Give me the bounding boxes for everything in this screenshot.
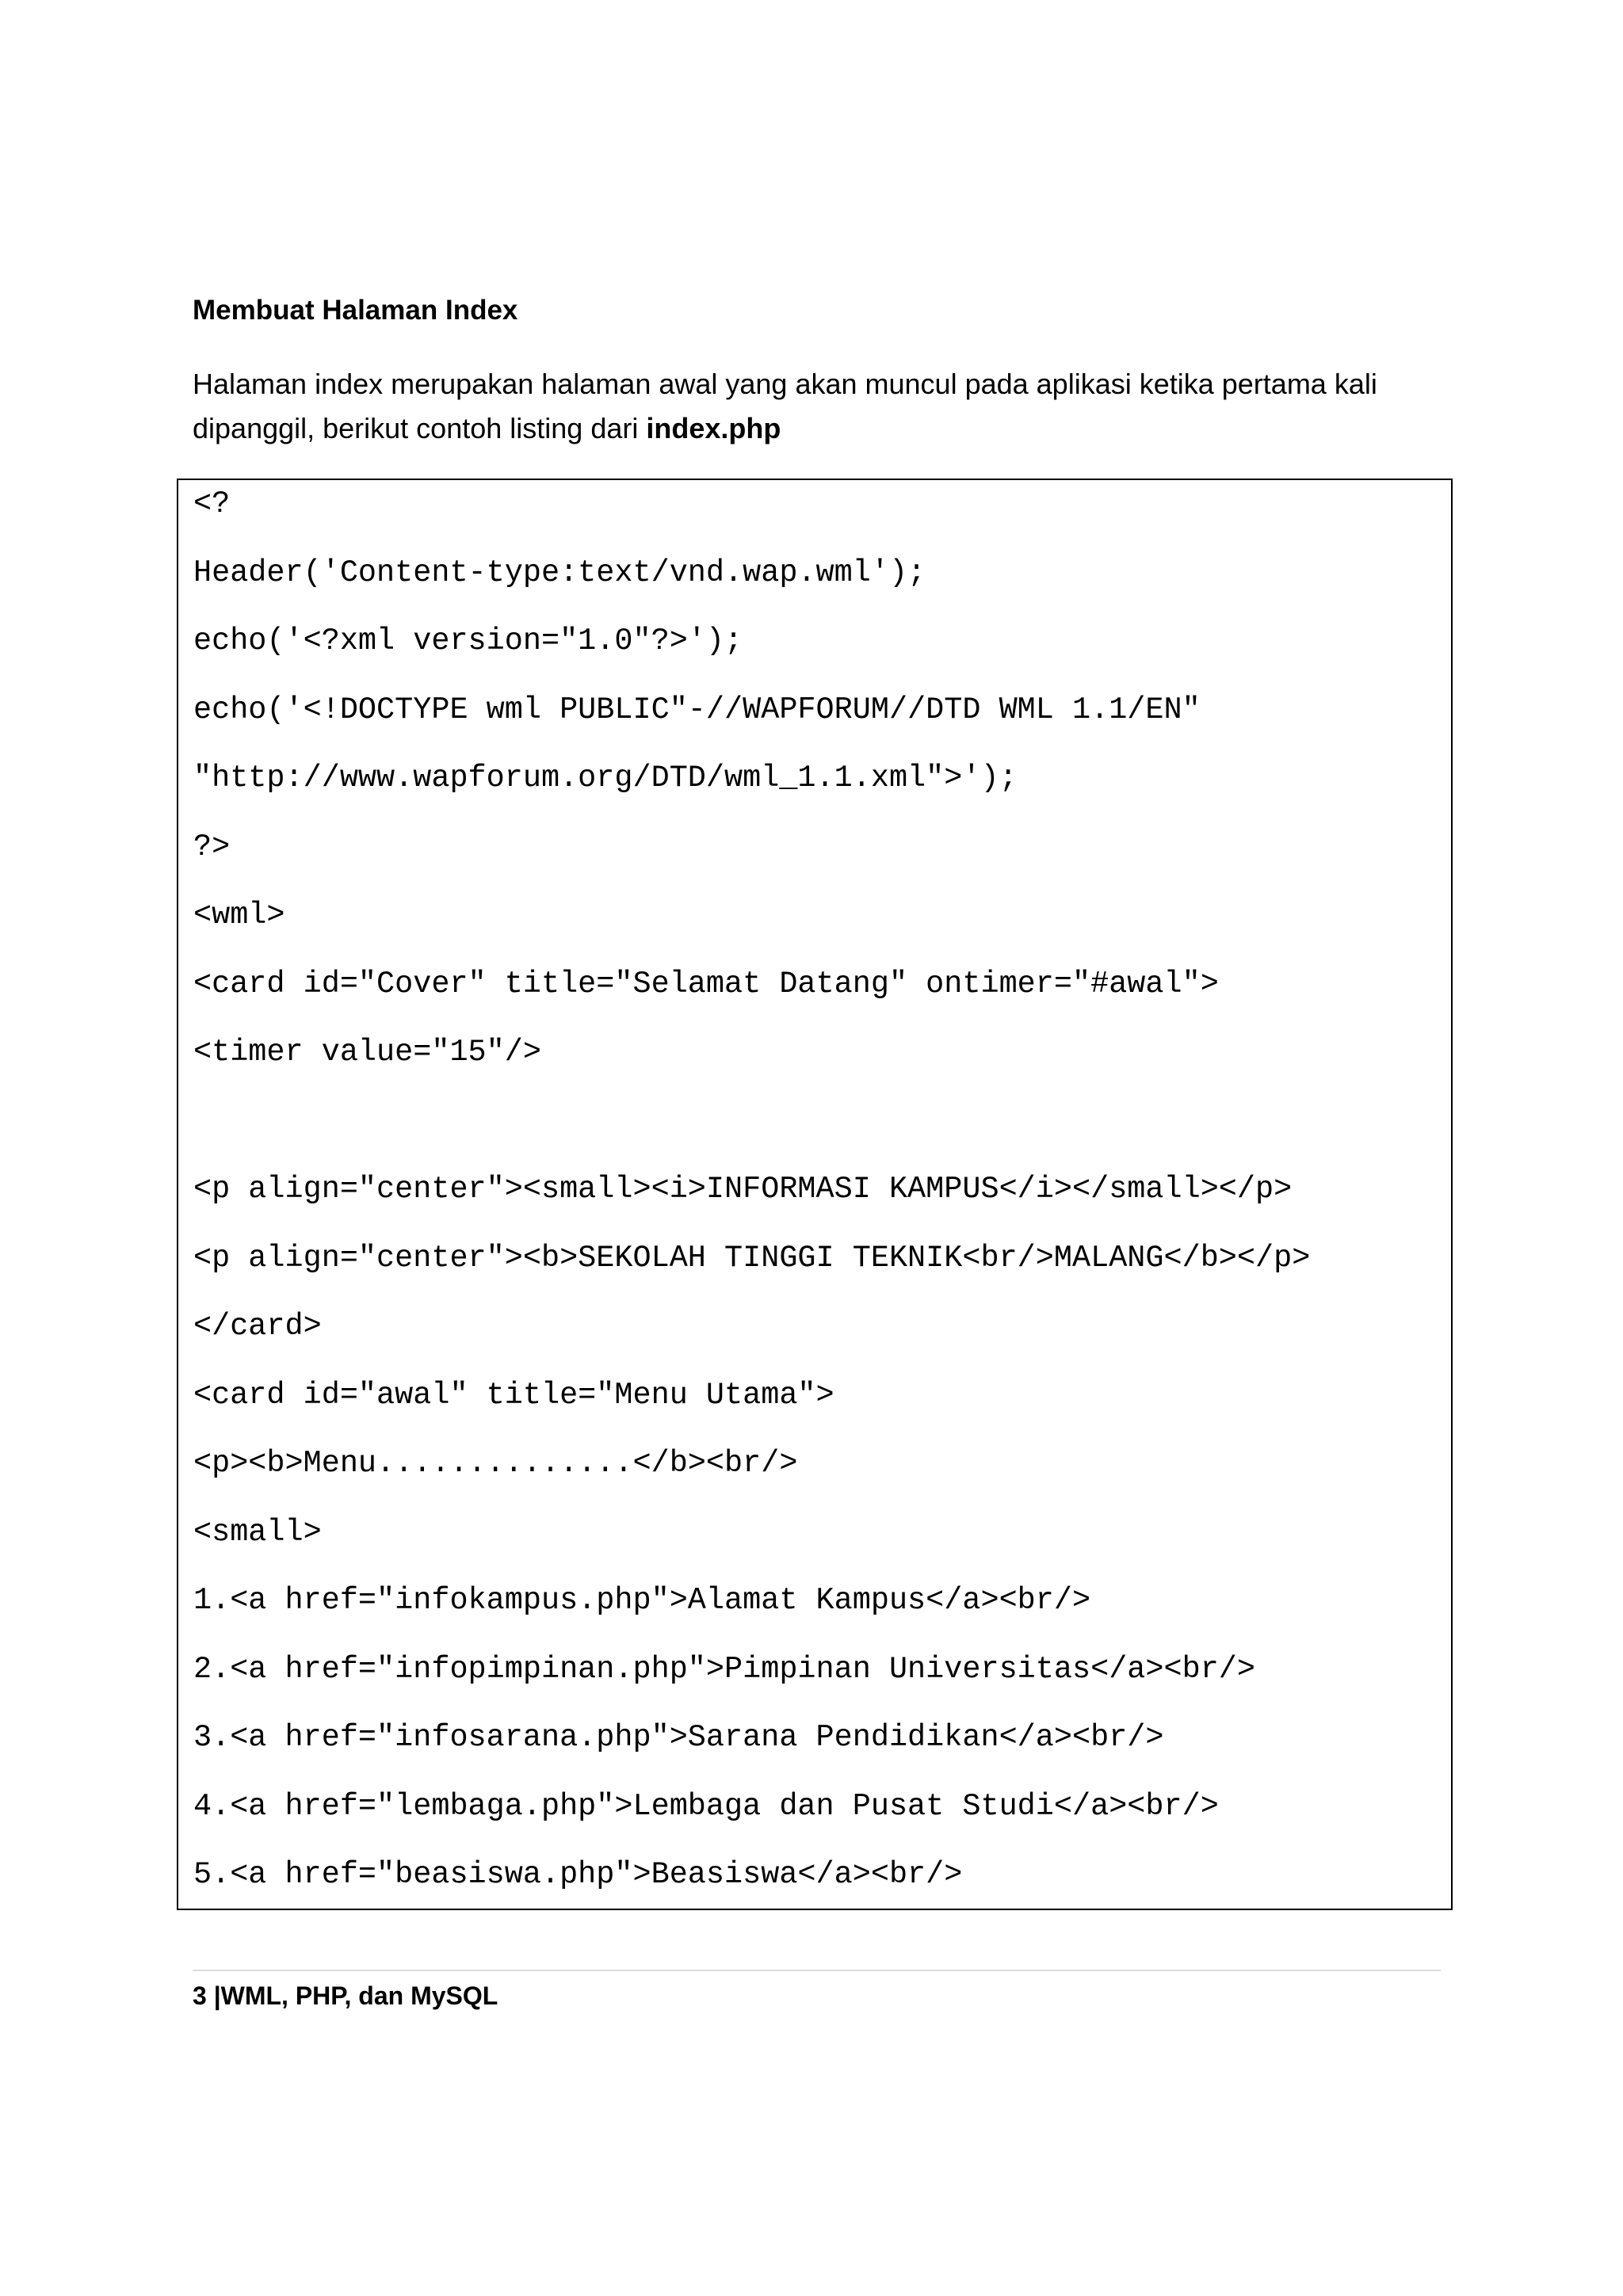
code-line: <p align="center"><small><i>INFORMASI KAMPUS</i></small></p>: [193, 1172, 1293, 1207]
code-line: "http://www.wapforum.org/DTD/wml_1.1.xml">');: [193, 761, 1018, 795]
code-line: <small>: [193, 1514, 322, 1550]
code-line: <p><b>Menu..............</b><br/>: [193, 1446, 798, 1481]
code-line: <wml>: [193, 898, 285, 933]
file-name: index.php: [646, 412, 781, 444]
intro-line-2-text: dipanggil, berikut contoh listing dari: [193, 412, 647, 444]
page-footer: [193, 1978, 498, 2013]
code-line: 1.<a href="infokampus.php">Alamat Kampus</a><br/>: [193, 1583, 1091, 1618]
code-line: </card>: [193, 1309, 322, 1344]
section-heading: Membuat Halaman Index: [193, 295, 518, 326]
code-line: 5.<a href="beasiswa.php">Beasiswa</a><br/>: [193, 1857, 963, 1892]
code-listing-box: [177, 479, 1453, 1910]
code-line: echo('<?xml version="1.0"?>');: [193, 624, 743, 658]
intro-paragraph: [193, 362, 1461, 451]
code-line: Header('Content-type:text/vnd.wap.wml');: [193, 555, 926, 590]
code-line: 4.<a href="lembaga.php">Lembaga dan Pusat Studi</a><br/>: [193, 1788, 1219, 1824]
page-number: 3: [193, 1981, 207, 2010]
footer-separator: |: [206, 1981, 221, 2010]
footer-title: WML, PHP, dan MySQL: [220, 1981, 498, 2010]
code-line: <p align="center"><b>SEKOLAH TINGGI TEKNIK<br/>MALANG</b></p>: [193, 1240, 1311, 1276]
code-line: 2.<a href="infopimpinan.php">Pimpinan Universitas</a><br/>: [193, 1651, 1256, 1687]
code-line: <?: [193, 486, 231, 521]
code-line: <card id="awal" title="Menu Utama">: [193, 1377, 834, 1413]
code-line: echo('<!DOCTYPE wml PUBLIC"-//WAPFORUM//DTD WML 1.1/EN": [193, 692, 1201, 727]
footer-divider: [193, 1970, 1441, 1971]
code-line: <timer value="15"/>: [193, 1035, 541, 1070]
code-line: 3.<a href="infosarana.php">Sarana Pendidikan</a><br/>: [193, 1720, 1164, 1755]
intro-line-2: [193, 406, 1461, 451]
code-line: <card id="Cover" title="Selamat Datang" ontimer="#awal">: [193, 966, 1219, 1001]
code-line: ?>: [193, 829, 231, 864]
intro-line-1: Halaman index merupakan halaman awal yang akan muncul pada aplikasi ketika pertama kali: [193, 368, 1377, 400]
